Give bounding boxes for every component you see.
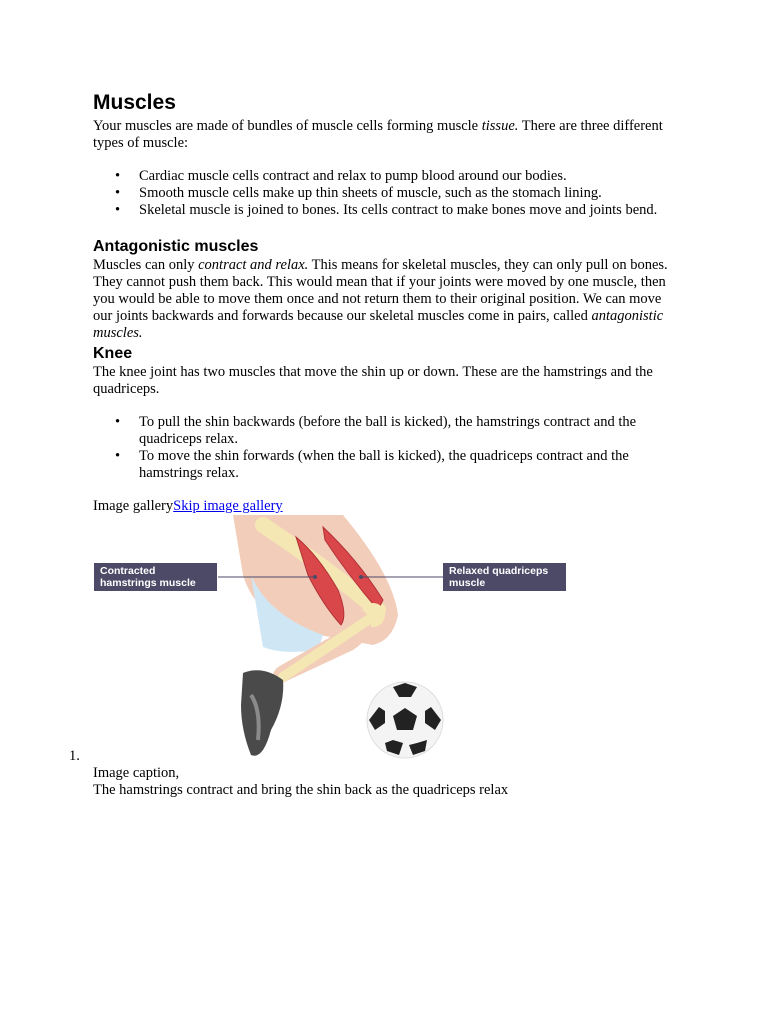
antagonistic-text: Muscles can only — [93, 257, 199, 273]
list-item: • Smooth muscle cells make up thin sheets of muscle, such as the stomach lining. — [139, 185, 683, 202]
page-title: Muscles — [93, 91, 176, 114]
pointer-dot-left — [313, 575, 317, 579]
muscle-types-list — [93, 168, 683, 219]
gallery-item-number: 1. — [69, 748, 80, 764]
intro-emphasis: tissue. — [481, 118, 519, 134]
gallery-header — [93, 498, 683, 515]
document-page — [69, 88, 683, 799]
antagonistic-emphasis-2: antagonistic muscles. — [93, 308, 664, 341]
intro-text: Your muscles are made of bundles of muscle cells forming muscle — [93, 118, 482, 134]
contracted-hamstrings-label: Contracted hamstrings muscle — [94, 563, 217, 591]
image-gallery — [93, 515, 683, 765]
list-item: • Cardiac muscle cells contract and relax to pump blood around our bodies. — [139, 168, 683, 185]
antagonistic-heading: Antagonistic muscles — [93, 238, 259, 255]
pointer-dot-right — [359, 575, 363, 579]
list-item: • To move the shin forwards (when the ball is kicked), the quadriceps contract and the hamstrings relax. — [139, 448, 683, 482]
intro-text-end: There are three different types of muscle: — [93, 118, 663, 151]
gallery-label: Image gallery — [93, 498, 174, 514]
image-caption-label: Image caption, — [93, 765, 180, 781]
skip-gallery-link[interactable]: Skip image gallery — [173, 498, 283, 514]
knee-list — [93, 414, 683, 482]
boot-shape — [241, 670, 283, 755]
intro-paragraph — [93, 118, 683, 152]
antagonistic-emphasis: contract and relax. — [198, 257, 309, 273]
relaxed-quadriceps-label: Relaxed quadriceps muscle — [443, 563, 566, 591]
antagonistic-paragraph — [93, 257, 683, 342]
list-item: • To pull the shin backwards (before the ball is kicked), the hamstrings contract and the quadriceps relax. — [139, 414, 683, 448]
knee-illustration — [93, 515, 683, 765]
image-caption: The hamstrings contract and bring the shin back as the quadriceps relax — [93, 782, 509, 798]
list-item: • Skeletal muscle is joined to bones. Its cells contract to make bones move and joints bend. — [139, 202, 683, 219]
knee-paragraph: The knee joint has two muscles that move the shin up or down. These are the hamstrings and the quadriceps. — [93, 364, 653, 397]
antagonistic-text-mid: This means for skeletal muscles, they can only pull on bones. They cannot push them back. This would mean that if your joints were moved by one muscle, then you would be able to move them once and not return them to their original position. We can move our joints backwards and forwards because our skeletal muscles come in pairs, called — [93, 257, 668, 324]
knee-heading: Knee — [93, 345, 133, 362]
